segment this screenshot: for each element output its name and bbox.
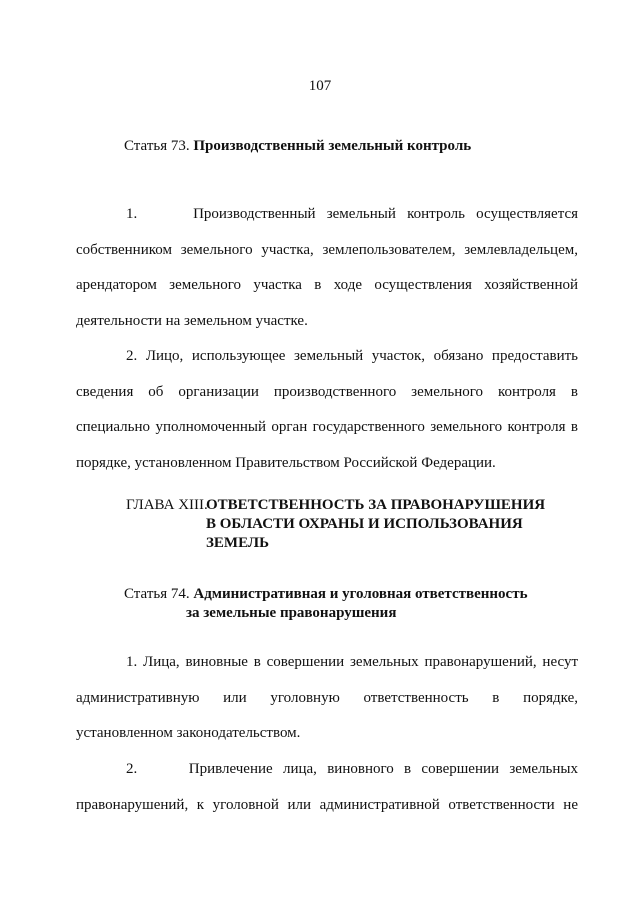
article-73-title: Производственный земельный контроль: [193, 138, 472, 154]
paragraph-number: 1.: [126, 654, 138, 670]
article-73-prefix: Статья 73.: [124, 138, 190, 154]
chapter-title-line-3: ЗЕМЕЛЬ: [206, 535, 269, 551]
paragraph-number: 2.: [126, 348, 138, 364]
chapter-prefix: ГЛАВА XIII.: [126, 497, 208, 513]
paragraph-text: Лица, виновные в совершении земельных правонарушений, несут административную или уголовную ответственность в порядке, установленном законодательством.: [76, 654, 579, 741]
article-74-prefix: Статья 74.: [124, 586, 190, 602]
article-74-title-line-2: за земельные правонарушения: [186, 605, 397, 621]
paragraph-number: 1.: [126, 206, 138, 222]
paragraph-text: Лицо, использующее земельный участок, обязано предоставить сведения об организации производственного земельного контроля в специально уполномоченный орган государственного земельного контроля в порядке, установленном Правительством Российской Федерации.: [76, 348, 578, 471]
chapter-13-heading: [126, 496, 545, 553]
page-number: 107: [308, 78, 332, 94]
article-74-paragraph-1: [76, 645, 578, 752]
article-74-heading: [124, 585, 528, 623]
article-74-title-line-1: Административная и уголовная ответственность: [193, 586, 528, 602]
paragraph-text: Производственный земельный контроль осуществляется собственником земельного участка, землепользователем, землевладельцем, арендатором земельного участка в ходе осуществления хозяйственной деятельности на земельном участке.: [76, 206, 579, 329]
article-73-paragraph-2: [76, 339, 578, 481]
chapter-title-line-2: В ОБЛАСТИ ОХРАНЫ И ИСПОЛЬЗОВАНИЯ: [206, 516, 523, 532]
article-73-paragraph-1: [76, 197, 578, 339]
article-73-heading: [124, 138, 471, 155]
paragraph-text: Привлечение лица, виновного в совершении земельных правонарушений, к уголовной или административной ответственности не: [76, 761, 578, 813]
chapter-title-line-1: ОТВЕТСТВЕННОСТЬ ЗА ПРАВОНАРУШЕНИЯ: [206, 497, 546, 513]
article-74-paragraph-2: [76, 752, 578, 823]
paragraph-number: 2.: [126, 761, 138, 777]
